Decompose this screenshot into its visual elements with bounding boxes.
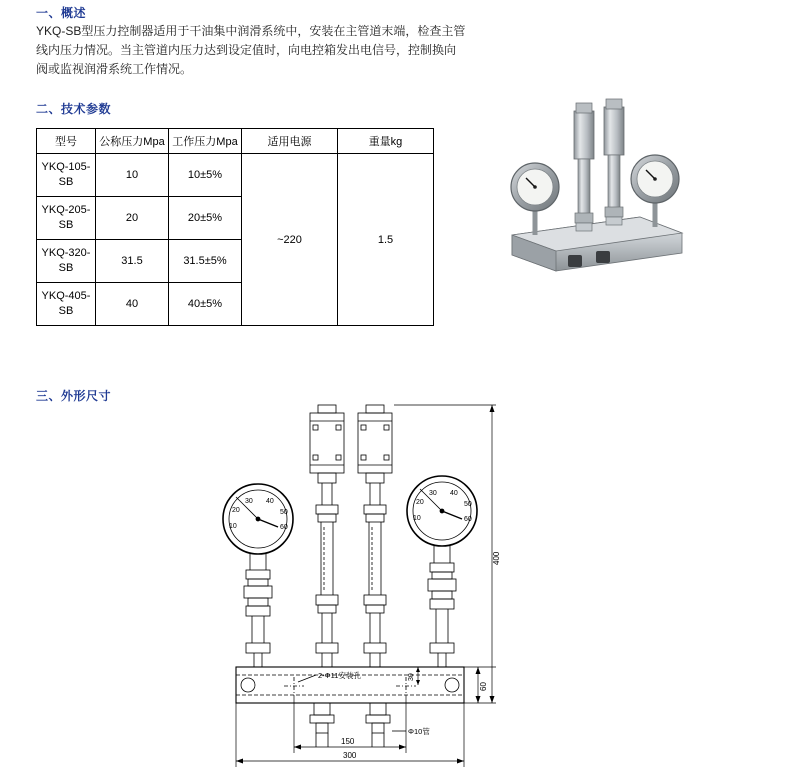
svg-text:10: 10 bbox=[413, 515, 421, 522]
cell-power-supply: ~220 bbox=[242, 154, 338, 326]
dimension-drawing bbox=[210, 395, 590, 775]
cell-nominal-pressure: 40 bbox=[96, 283, 169, 326]
drawing-switch-right bbox=[358, 405, 392, 667]
svg-text:40: 40 bbox=[266, 498, 274, 505]
drawing-manifold-block bbox=[236, 667, 464, 703]
svg-text:50: 50 bbox=[280, 509, 288, 516]
specification-table bbox=[36, 128, 434, 326]
svg-text:20: 20 bbox=[232, 507, 240, 514]
label-width-inner: 150 bbox=[341, 737, 355, 746]
table-header-working-pressure: 工作压力Mpa bbox=[169, 129, 242, 154]
section-heading-overview: 一、概述 bbox=[36, 6, 87, 20]
drawing-switch-left bbox=[310, 405, 344, 667]
cell-model: YKQ-205-SB bbox=[37, 197, 96, 240]
cell-model: YKQ-320-SB bbox=[37, 240, 96, 283]
overview-paragraph: YKQ-SB型压力控制器适用于干油集中润滑系统中，安装在主管道末端，检查主管线内压力情况。当主管道内压力达到设定值时，向电控箱发出电信号，控制换向阀或监视润滑系统工作情况。 bbox=[36, 24, 466, 76]
photo-right-gauge bbox=[631, 155, 679, 227]
svg-text:30: 30 bbox=[245, 498, 253, 505]
photo-switch-right bbox=[604, 99, 624, 225]
label-small-dim: 30 bbox=[408, 673, 415, 681]
label-manifold-height: 60 bbox=[479, 682, 488, 691]
svg-text:60: 60 bbox=[280, 524, 288, 531]
cell-model: YKQ-405-SB bbox=[37, 283, 96, 326]
cell-nominal-pressure: 31.5 bbox=[96, 240, 169, 283]
cell-weight: 1.5 bbox=[338, 154, 434, 326]
section-heading-dimensions: 三、外形尺寸 bbox=[36, 389, 112, 403]
label-height-total: 400 bbox=[492, 551, 501, 565]
table-header-model: 型号 bbox=[37, 129, 96, 154]
drawing-dimension-lines bbox=[236, 405, 501, 767]
cell-working-pressure: 40±5% bbox=[169, 283, 242, 326]
cell-model: YKQ-105-SB bbox=[37, 154, 96, 197]
label-width-total: 300 bbox=[343, 751, 357, 760]
table-row bbox=[37, 154, 434, 197]
product-photo-illustration bbox=[490, 95, 705, 285]
photo-left-gauge bbox=[511, 163, 559, 235]
table-header-power-supply: 适用电源 bbox=[242, 129, 338, 154]
table-header-row bbox=[37, 129, 434, 154]
drawing-bottom-pipes bbox=[310, 703, 430, 747]
table-header-nominal-pressure: 公称压力Mpa bbox=[96, 129, 169, 154]
svg-text:40: 40 bbox=[450, 490, 458, 497]
cell-working-pressure: 31.5±5% bbox=[169, 240, 242, 283]
svg-text:60: 60 bbox=[464, 516, 472, 523]
svg-text:10: 10 bbox=[229, 523, 237, 530]
cell-nominal-pressure: 20 bbox=[96, 197, 169, 240]
label-mounting-holes: 2-Φ11安装孔 bbox=[318, 671, 361, 680]
svg-text:30: 30 bbox=[429, 490, 437, 497]
svg-text:20: 20 bbox=[416, 499, 424, 506]
label-pipe: Φ10管 bbox=[408, 727, 430, 736]
section-heading-parameters: 二、技术参数 bbox=[36, 102, 112, 116]
cell-working-pressure: 10±5% bbox=[169, 154, 242, 197]
table-header-weight: 重量kg bbox=[338, 129, 434, 154]
cell-working-pressure: 20±5% bbox=[169, 197, 242, 240]
cell-nominal-pressure: 10 bbox=[96, 154, 169, 197]
photo-switch-left bbox=[574, 103, 594, 231]
svg-text:50: 50 bbox=[464, 501, 472, 508]
